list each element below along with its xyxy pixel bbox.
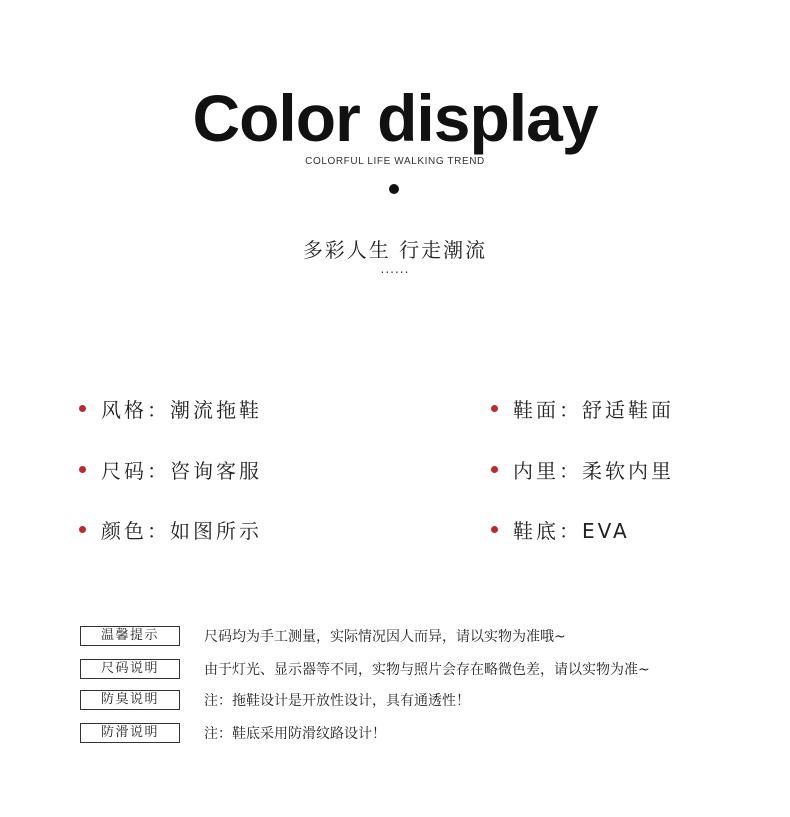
bullet-dot-icon	[79, 466, 86, 473]
spec-text: 颜色：如图所示	[101, 519, 262, 543]
spec-text: 内里：柔软内里	[513, 459, 674, 483]
note-text: 尺码均为手工测量，实际情况因人而异，请以实物为准哦~	[204, 629, 566, 645]
bullet-dot-icon	[79, 405, 86, 412]
note-tag: 防滑说明	[80, 723, 180, 743]
note-tag: 温馨提示	[80, 626, 180, 646]
spec-text: 风格：潮流拖鞋	[101, 398, 262, 422]
page-title: Color display	[192, 81, 598, 155]
note-text: 注：鞋底采用防滑纹路设计！	[204, 726, 386, 742]
note-row-size	[80, 659, 650, 679]
note-tag: 防臭说明	[80, 690, 180, 710]
spec-text: 鞋底：EVA	[513, 519, 630, 543]
slogan-ellipsis: ......	[380, 262, 410, 276]
slogan: 多彩人生 行走潮流	[302, 238, 488, 262]
bullet-dot-icon	[491, 405, 498, 412]
spec-item-style	[79, 394, 262, 423]
bullet-dot-icon	[491, 466, 498, 473]
spec-text: 鞋面：舒适鞋面	[513, 398, 674, 422]
spec-item-lining	[491, 455, 674, 484]
note-row-slip	[80, 723, 386, 743]
spec-text: 尺码：咨询客服	[101, 459, 262, 483]
spec-item-sole	[491, 515, 630, 544]
note-row-tips	[80, 626, 566, 646]
spec-item-upper	[491, 394, 674, 423]
bullet-dot-icon	[491, 526, 498, 533]
note-text: 注：拖鞋设计是开放性设计，具有通透性！	[204, 693, 470, 709]
spec-item-size	[79, 455, 262, 484]
spec-item-color	[79, 515, 262, 544]
page-subtitle: COLORFUL LIFE WALKING TREND	[305, 156, 485, 167]
note-text: 由于灯光、显示器等不同，实物与照片会存在略微色差，请以实物为准~	[204, 662, 650, 678]
divider-dot	[389, 184, 399, 194]
bullet-dot-icon	[79, 526, 86, 533]
note-row-odor	[80, 690, 470, 710]
note-tag: 尺码说明	[80, 659, 180, 679]
